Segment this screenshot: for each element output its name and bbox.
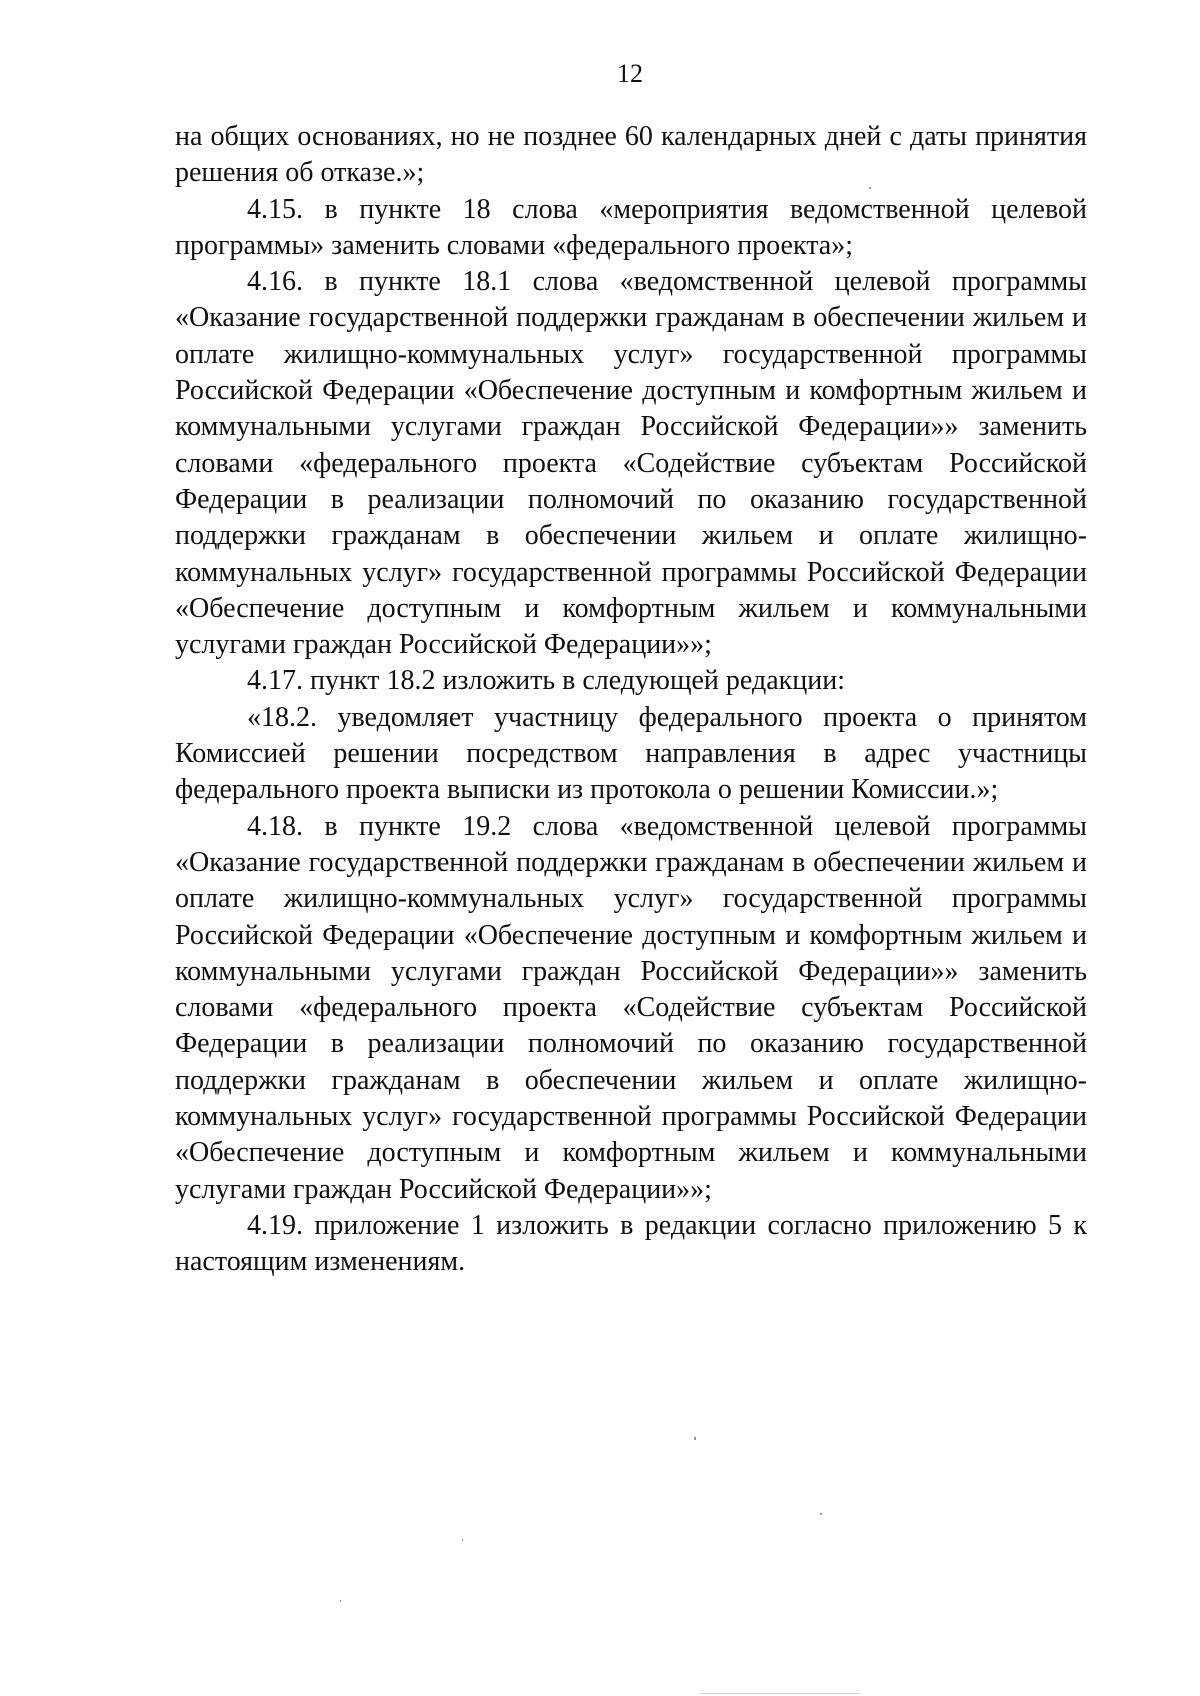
paragraph-4-18: 4.18. в пункте 19.2 слова «ведомственной целевой программы «Оказание государственной поддержки гражданам в обеспечении жильем и оплате жилищно-коммунальных услуг» государственной программы Российской Федерации «Обеспечение доступным и комфортным жильем и коммунальными услугами граждан Российской Федерации»» заменить словами «федерального проекта «Содействие субъектам Российской Федерации в реализации полномочий по оказанию государственной поддержки гражданам в обеспечении жильем и оплате жилищно-коммунальных услуг» государственной программы Российской Федерации «Обеспечение доступным и комфортным жильем и коммунальными услугами граждан Российской Федерации»»; — [175, 810, 1087, 1205]
scan-speck — [820, 1513, 822, 1515]
scan-speck — [869, 187, 871, 189]
scan-speck — [340, 1600, 341, 1602]
scan-speck — [694, 1437, 696, 1440]
scan-speck — [700, 1693, 860, 1694]
scan-speck — [462, 1539, 463, 1541]
paragraph-4-16: 4.16. в пункте 18.1 слова «ведомственной целевой программы «Оказание государственной поддержки гражданам в обеспечении жильем и оплате жилищно-коммунальных услуг» государственной программы Российской Федерации «Обеспечение доступным и комфортным жильем и коммунальными услугами граждан Российской Федерации»» заменить словами «федерального проекта «Содействие субъектам Российской Федерации в реализации полномочий по оказанию государственной поддержки гражданам в обеспечении жильем и оплате жилищно-коммунальных услуг» государственной программы Российской Федерации «Обеспечение доступным и комфортным жильем и коммунальными услугами граждан Российской Федерации»»; — [175, 266, 1087, 661]
paragraph-4-17: 4.17. пункт 18.2 изложить в следующей редакции: — [247, 665, 845, 697]
page-number: 12 — [617, 59, 643, 88]
paragraph-4-15: 4.15. в пункте 18 слова «мероприятия ведомственной целевой программы» заменить словами «федерального проекта»; — [175, 193, 1087, 261]
paragraph-4-19: 4.19. приложение 1 изложить в редакции согласно приложению 5 к настоящим изменениям. — [175, 1209, 1087, 1278]
paragraph-18-2: «18.2. уведомляет участницу федерального проекта о принятом Комиссией решении посредством направления в адрес участницы федерального проекта выписки из протокола о решении Комиссии.»; — [175, 701, 1087, 806]
paragraph-continuation: на общих основаниях, но не позднее 60 календарных дней с даты принятия решения об отказе.»; — [175, 121, 1087, 189]
document-body — [175, 119, 1087, 1281]
